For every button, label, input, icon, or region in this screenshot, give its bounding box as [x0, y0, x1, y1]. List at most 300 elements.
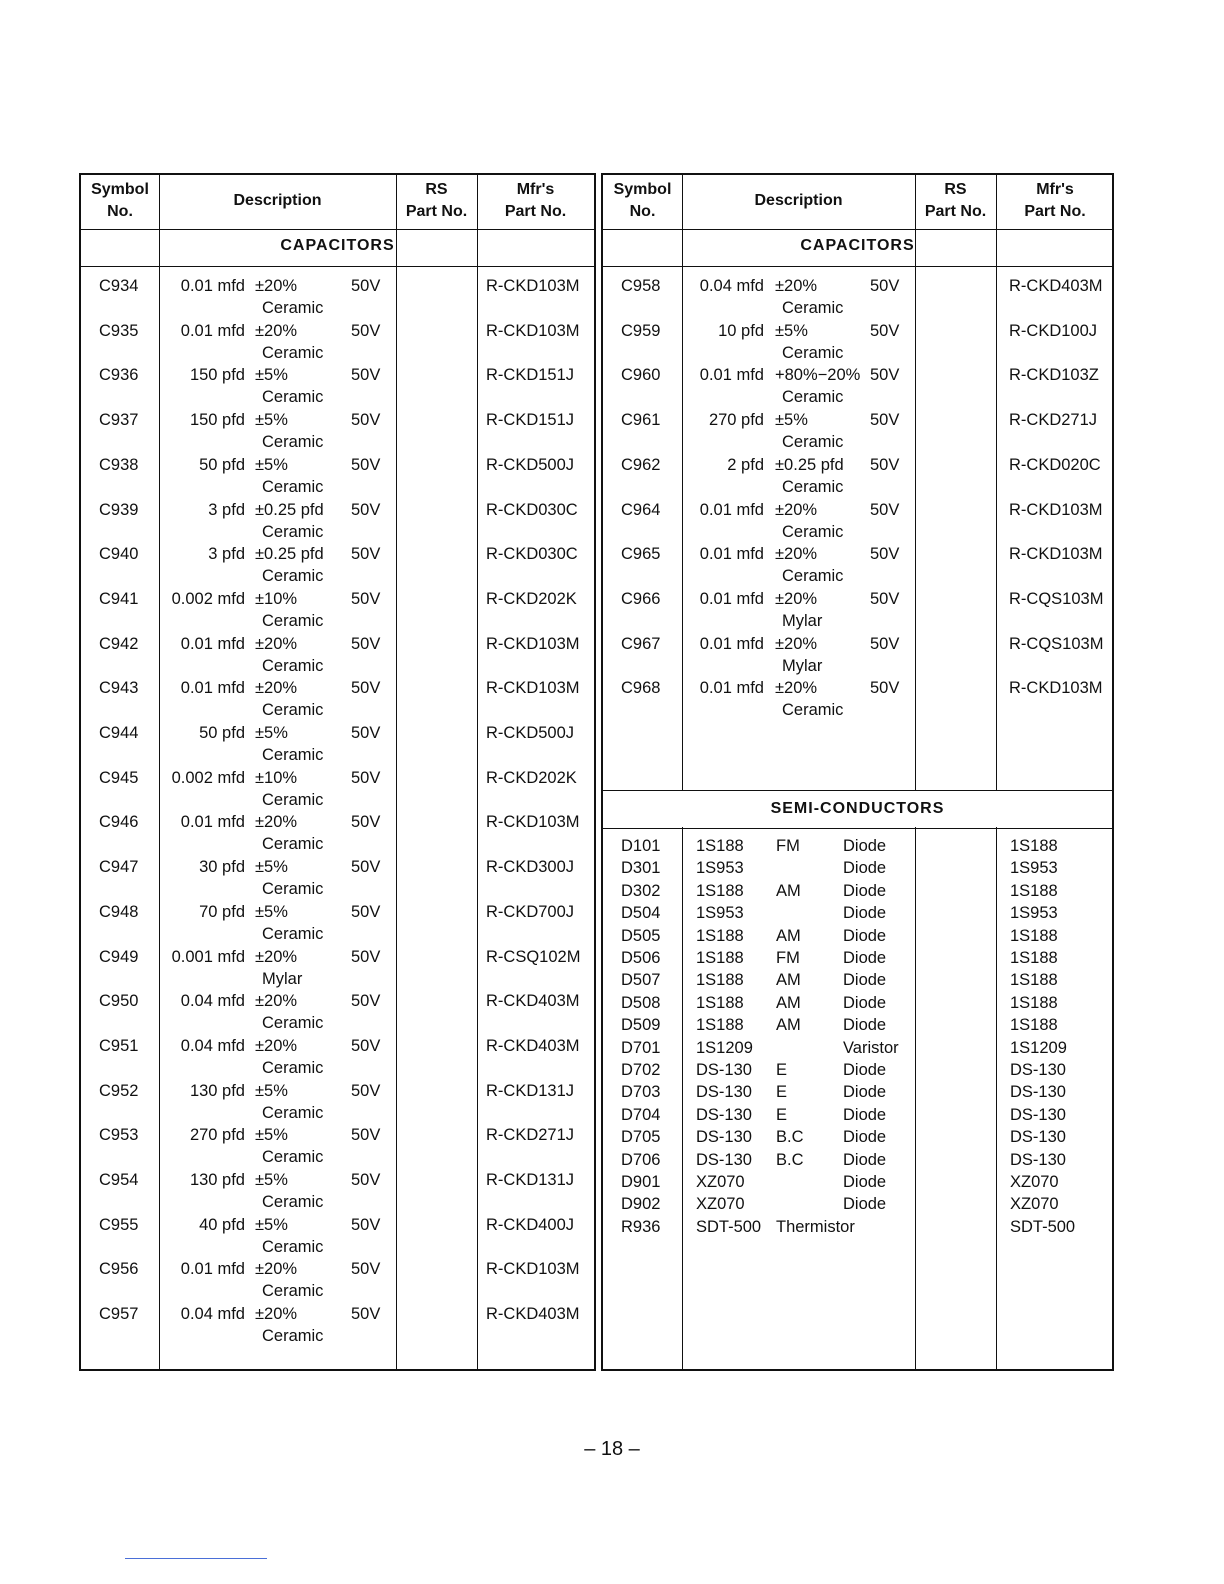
mfr-part-no: R-CKD131J: [486, 1081, 575, 1100]
voltage-rating: 50V: [870, 366, 900, 385]
header-description: Description: [233, 192, 322, 209]
dielectric-type: Ceramic: [262, 299, 324, 317]
mfr-part-no: 1S188: [1010, 926, 1058, 945]
symbol-no: D705: [621, 1128, 661, 1147]
tolerance: ±20%: [775, 545, 818, 564]
symbol-no: R936: [621, 1217, 661, 1236]
voltage-rating: 50V: [351, 366, 381, 385]
voltage-rating: 50V: [351, 1081, 381, 1100]
capacitor-row: [81, 322, 594, 366]
component-type: Diode: [843, 1061, 887, 1079]
symbol-no: C941: [99, 589, 139, 608]
semiconductor-row: [603, 1218, 1112, 1240]
symbol-no: D902: [621, 1195, 661, 1214]
symbol-no: C934: [99, 277, 139, 295]
dielectric-type: Ceramic: [782, 477, 844, 496]
capacitance-value: 0.002 mfd: [171, 589, 245, 608]
dielectric-type: Ceramic: [262, 1014, 324, 1033]
mfr-part-no: R-CKD103M: [1009, 679, 1103, 698]
band-label: E: [776, 1061, 788, 1079]
symbol-no: C960: [621, 366, 661, 385]
capacitance-value: 0.01 mfd: [180, 679, 245, 698]
semiconductor-row: [603, 949, 1112, 971]
voltage-rating: 50V: [351, 813, 381, 832]
header-divider: [81, 229, 594, 230]
header-description: Description: [754, 192, 843, 209]
header-divider: [603, 229, 1112, 230]
dielectric-type: Ceramic: [262, 1148, 324, 1167]
capacitor-row: [81, 545, 594, 589]
voltage-rating: 50V: [870, 411, 900, 430]
header-rs-part-no: RS Part No.: [924, 181, 987, 220]
mfr-part-no: DS-130: [1010, 1083, 1066, 1102]
capacitor-row: [603, 411, 1112, 455]
voltage-rating: 50V: [870, 455, 900, 474]
semiconductor-row: [603, 971, 1112, 993]
mfr-part-no: R-CKD271J: [1009, 411, 1098, 430]
part-type: 1S1209: [696, 1038, 753, 1057]
component-type: Diode: [843, 971, 887, 990]
capacitor-row: [81, 903, 594, 947]
tolerance: ±20%: [255, 992, 298, 1011]
dielectric-type: Ceramic: [782, 433, 844, 452]
capacitor-row: [81, 858, 594, 902]
symbol-no: C965: [621, 545, 661, 564]
mfr-part-no: R-CKD400J: [486, 1215, 575, 1234]
dielectric-type: Ceramic: [262, 1193, 324, 1211]
mfr-part-no: R-CKD202K: [486, 589, 577, 608]
semiconductor-row: [603, 994, 1112, 1016]
mfr-part-no: R-CKD131J: [486, 1171, 575, 1189]
mfr-part-no: R-CKD100J: [1009, 321, 1098, 340]
capacitor-row: [81, 813, 594, 857]
capacitance-value: 270 pfd: [189, 1126, 245, 1145]
mfr-part-no: R-CKD030C: [486, 545, 578, 564]
capacitance-value: 2 pfd: [727, 455, 764, 474]
mfr-part-no: DS-130: [1010, 1105, 1066, 1124]
capacitor-row: [81, 769, 594, 813]
voltage-rating: 50V: [351, 724, 381, 742]
mfr-part-no: R-CKD403M: [486, 1305, 580, 1324]
capacitance-value: 70 pfd: [199, 902, 245, 921]
section-capacitors: CAPACITORS: [800, 237, 915, 254]
capacitance-value: 0.01 mfd: [699, 366, 764, 385]
component-type: Diode: [843, 1083, 887, 1102]
symbol-no: C947: [99, 858, 139, 877]
tolerance: ±20%: [255, 813, 298, 832]
band-label: AM: [776, 971, 801, 990]
mfr-part-no: R-CKD103M: [486, 1260, 580, 1279]
part-type: 1S188: [696, 1016, 744, 1035]
tolerance: ±20%: [255, 679, 298, 698]
part-type: 1S188: [696, 949, 744, 967]
mfr-part-no: 1S1209: [1010, 1038, 1067, 1057]
tolerance: ±20%: [775, 679, 818, 698]
voltage-rating: 50V: [870, 321, 900, 340]
mfr-part-no: R-CKD103M: [486, 277, 580, 295]
symbol-no: D301: [621, 859, 661, 878]
semiconductor-row: [603, 1128, 1112, 1150]
component-type: Diode: [843, 859, 887, 878]
capacitance-value: 50 pfd: [199, 724, 245, 742]
tolerance: ±20%: [255, 1260, 298, 1279]
tolerance: ±20%: [255, 634, 298, 653]
symbol-no: C967: [621, 634, 661, 653]
tolerance: ±20%: [255, 947, 298, 966]
symbol-no: C950: [99, 992, 139, 1011]
right-parts-table: [601, 173, 1114, 1371]
symbol-no: C951: [99, 1036, 139, 1055]
symbol-no: C966: [621, 589, 661, 608]
symbol-no: D701: [621, 1038, 661, 1057]
mfr-part-no: R-CKD020C: [1009, 455, 1101, 474]
tolerance: ±0.25 pfd: [255, 500, 324, 519]
capacitance-value: 40 pfd: [199, 1215, 245, 1234]
symbol-no: C935: [99, 321, 139, 340]
dielectric-type: Ceramic: [262, 477, 324, 496]
voltage-rating: 50V: [351, 768, 381, 787]
capacitor-row: [81, 277, 594, 321]
symbol-no: D101: [621, 837, 661, 855]
part-type: DS-130: [696, 1150, 752, 1169]
dielectric-type: Ceramic: [262, 924, 324, 943]
mfr-part-no: R-CKD103M: [486, 634, 580, 653]
tolerance: ±20%: [775, 589, 818, 608]
dielectric-type: Ceramic: [782, 522, 844, 541]
semiconductor-row: [603, 882, 1112, 904]
symbol-no: C949: [99, 947, 139, 966]
capacitance-value: 0.01 mfd: [180, 813, 245, 832]
mfr-part-no: R-CKD500J: [486, 724, 575, 742]
semiconductor-row: [603, 1173, 1112, 1195]
voltage-rating: 50V: [351, 902, 381, 921]
semiconductor-row: [603, 1195, 1112, 1217]
dielectric-type: Ceramic: [262, 567, 324, 586]
mfr-part-no: 1S188: [1010, 881, 1058, 900]
symbol-no: C961: [621, 411, 661, 430]
mfr-part-no: XZ070: [1010, 1195, 1059, 1214]
mfr-part-no: R-CKD103Z: [1009, 366, 1099, 385]
mfr-part-no: R-CKD103M: [1009, 545, 1103, 564]
mfr-part-no: R-CKD103M: [1009, 500, 1103, 519]
component-type: Diode: [843, 1173, 887, 1191]
tolerance: ±5%: [255, 1081, 288, 1100]
capacitor-row: [81, 1126, 594, 1170]
component-type: Diode: [843, 1195, 887, 1214]
symbol-no: D702: [621, 1061, 661, 1079]
component-type: Diode: [843, 993, 887, 1012]
capacitance-value: 150 pfd: [189, 411, 245, 430]
mfr-part-no: R-CQS103M: [1009, 634, 1104, 653]
capacitor-row: [603, 322, 1112, 366]
voltage-rating: 50V: [351, 1171, 381, 1189]
tolerance: ±20%: [255, 277, 298, 295]
header-symbol-no: Symbol No.: [613, 181, 672, 220]
semiconductor-row: [603, 1151, 1112, 1173]
section-capacitors: CAPACITORS: [280, 237, 395, 254]
mfr-part-no: DS-130: [1010, 1150, 1066, 1169]
part-type: DS-130: [696, 1128, 752, 1147]
dielectric-type: Ceramic: [262, 611, 324, 630]
capacitance-value: 0.01 mfd: [699, 634, 764, 653]
dielectric-type: Mylar: [262, 969, 303, 988]
tolerance: ±5%: [775, 411, 808, 430]
capacitance-value: 3 pfd: [208, 500, 245, 519]
symbol-no: D504: [621, 904, 661, 923]
voltage-rating: 50V: [351, 589, 381, 608]
symbol-no: C938: [99, 455, 139, 474]
left-parts-table: [79, 173, 596, 1371]
part-type: 1S188: [696, 971, 744, 990]
component-type: Diode: [843, 881, 887, 900]
capacitor-row: [603, 635, 1112, 679]
symbol-no: C948: [99, 902, 139, 921]
dielectric-type: Ceramic: [262, 1058, 324, 1077]
symbol-no: C936: [99, 366, 139, 385]
header-rs-part-no: RS Part No.: [405, 181, 468, 220]
dielectric-type: Ceramic: [262, 746, 324, 764]
symbol-no: D302: [621, 881, 661, 900]
voltage-rating: 50V: [351, 992, 381, 1011]
voltage-rating: 50V: [351, 947, 381, 966]
mfr-part-no: 1S953: [1010, 859, 1058, 878]
semiconductor-row: [603, 1016, 1112, 1038]
voltage-rating: 50V: [351, 1260, 381, 1279]
symbol-no: C956: [99, 1260, 139, 1279]
capacitance-value: 0.01 mfd: [180, 1260, 245, 1279]
mfr-part-no: R-CSQ102M: [486, 947, 581, 966]
symbol-no: D706: [621, 1150, 661, 1169]
mfr-part-no: R-CKD103M: [486, 321, 580, 340]
tolerance: ±5%: [255, 411, 288, 430]
symbol-no: C942: [99, 634, 139, 653]
band-label: AM: [776, 1016, 801, 1035]
mfr-part-no: 1S188: [1010, 1016, 1058, 1035]
band-label: AM: [776, 881, 801, 900]
mfr-part-no: DS-130: [1010, 1061, 1066, 1079]
dielectric-type: Ceramic: [262, 656, 324, 675]
band-label: B.C: [776, 1128, 804, 1147]
capacitor-row: [81, 1171, 594, 1215]
tolerance: ±5%: [255, 455, 288, 474]
voltage-rating: 50V: [870, 545, 900, 564]
tolerance: ±20%: [255, 1305, 298, 1324]
capacitor-row: [81, 1082, 594, 1126]
dielectric-type: Ceramic: [262, 880, 324, 899]
tolerance: ±0.25 pfd: [255, 545, 324, 564]
part-type: DS-130: [696, 1083, 752, 1102]
symbol-no: D901: [621, 1173, 661, 1191]
capacitance-value: 0.01 mfd: [180, 321, 245, 340]
mfr-part-no: R-CKD403M: [486, 992, 580, 1011]
capacitor-row: [81, 501, 594, 545]
tolerance: ±20%: [775, 634, 818, 653]
tolerance: ±5%: [255, 1215, 288, 1234]
part-type: 1S953: [696, 859, 744, 878]
dielectric-type: Ceramic: [782, 701, 844, 720]
capacitance-value: 0.01 mfd: [699, 545, 764, 564]
mfr-part-no: R-CKD103M: [486, 813, 580, 832]
capacitance-value: 150 pfd: [189, 366, 245, 385]
symbol-no: D703: [621, 1083, 661, 1102]
footer-rule: [125, 1558, 267, 1559]
dielectric-type: Ceramic: [262, 1237, 324, 1256]
symbol-no: D509: [621, 1016, 661, 1035]
voltage-rating: 50V: [351, 455, 381, 474]
voltage-rating: 50V: [870, 634, 900, 653]
mfr-part-no: R-CKD700J: [486, 902, 575, 921]
voltage-rating: 50V: [870, 277, 900, 295]
mfr-part-no: R-CKD202K: [486, 768, 577, 787]
capacitor-row: [81, 724, 594, 768]
band-label: AM: [776, 926, 801, 945]
symbol-no: D506: [621, 949, 661, 967]
component-type: Diode: [843, 1105, 887, 1124]
header-mfr-part-no: Mfr's Part No.: [504, 181, 567, 220]
symbol-no: C945: [99, 768, 139, 787]
voltage-rating: 50V: [351, 545, 381, 564]
capacitance-value: 0.001 mfd: [171, 947, 245, 966]
voltage-rating: 50V: [351, 634, 381, 653]
semiconductor-row: [603, 904, 1112, 926]
capacitance-value: 0.04 mfd: [180, 1305, 245, 1324]
symbol-no: D507: [621, 971, 661, 990]
symbol-no: C958: [621, 277, 661, 295]
symbol-no: C964: [621, 500, 661, 519]
voltage-rating: 50V: [351, 1215, 381, 1234]
voltage-rating: 50V: [351, 1126, 381, 1145]
tolerance: ±5%: [255, 724, 288, 742]
semiconductor-row: [603, 837, 1112, 859]
page-number: – 18 –: [584, 1438, 640, 1460]
capacitance-value: 0.01 mfd: [699, 500, 764, 519]
voltage-rating: 50V: [351, 277, 381, 295]
tolerance: ±5%: [255, 902, 288, 921]
capacitor-row: [81, 948, 594, 992]
semiconductor-row: [603, 1083, 1112, 1105]
header-symbol-no: Symbol No.: [91, 181, 149, 220]
capacitor-row: [81, 456, 594, 500]
section-divider: [81, 266, 594, 267]
component-type: Diode: [843, 1016, 887, 1035]
tolerance: ±0.25 pfd: [775, 455, 844, 474]
header-mfr-part-no: Mfr's Part No.: [1024, 181, 1086, 220]
mfr-part-no: R-CKD300J: [486, 858, 575, 877]
component-type: Diode: [843, 1150, 887, 1169]
semiconductor-row: [603, 1061, 1112, 1083]
tolerance: ±20%: [775, 500, 818, 519]
mfr-part-no: R-CKD403M: [486, 1036, 580, 1055]
mfr-part-no: 1S953: [1010, 904, 1058, 923]
dielectric-type: Ceramic: [262, 343, 324, 362]
capacitance-value: 50 pfd: [199, 455, 245, 474]
dielectric-type: Ceramic: [782, 343, 844, 362]
symbol-no: C957: [99, 1305, 139, 1324]
symbol-no: C959: [621, 321, 661, 340]
dielectric-type: Ceramic: [262, 790, 324, 809]
semiconductor-row: [603, 1106, 1112, 1128]
capacitor-row: [81, 366, 594, 410]
dielectric-type: Ceramic: [782, 567, 844, 586]
symbol-no: C943: [99, 679, 139, 698]
symbol-no: D704: [621, 1105, 661, 1124]
mfr-part-no: R-CKD271J: [486, 1126, 575, 1145]
band-label: E: [776, 1083, 788, 1102]
mfr-part-no: SDT-500: [1010, 1217, 1076, 1236]
dielectric-type: Mylar: [782, 611, 823, 630]
capacitance-value: 0.04 mfd: [180, 992, 245, 1011]
mfr-part-no: R-CKD151J: [486, 411, 575, 430]
tolerance: +80%−20%: [775, 366, 861, 385]
voltage-rating: 50V: [351, 411, 381, 430]
capacitance-value: 130 pfd: [189, 1081, 245, 1100]
voltage-rating: 50V: [351, 679, 381, 698]
part-type: 1S188: [696, 993, 744, 1012]
tolerance: ±20%: [255, 321, 298, 340]
mfr-part-no: XZ070: [1010, 1173, 1059, 1191]
part-type: SDT-500: [696, 1217, 762, 1236]
capacitor-row: [81, 635, 594, 679]
capacitor-row: [81, 1216, 594, 1260]
capacitor-row: [81, 1260, 594, 1304]
symbol-no: C952: [99, 1081, 139, 1100]
capacitance-value: 270 pfd: [708, 411, 764, 430]
capacitance-value: 0.01 mfd: [180, 277, 245, 295]
symbol-no: C946: [99, 813, 139, 832]
semiconductor-row: [603, 1039, 1112, 1061]
tolerance: ±20%: [255, 1036, 298, 1055]
section-semi-conductors: SEMI-CONDUCTORS: [770, 800, 945, 817]
capacitor-row: [603, 456, 1112, 500]
capacitor-row: [81, 1037, 594, 1081]
symbol-no: C939: [99, 500, 139, 519]
tolerance: ±10%: [255, 589, 298, 608]
capacitance-value: 0.04 mfd: [699, 277, 764, 295]
dielectric-type: Ceramic: [262, 835, 324, 854]
capacitor-row: [603, 501, 1112, 545]
dielectric-type: Ceramic: [782, 388, 844, 407]
band-label: FM: [776, 837, 800, 855]
capacitance-value: 3 pfd: [208, 545, 245, 564]
dielectric-type: Ceramic: [262, 522, 324, 541]
capacitor-row: [81, 411, 594, 455]
symbol-no: C955: [99, 1215, 139, 1234]
tolerance: ±5%: [255, 1171, 288, 1189]
tolerance: ±5%: [255, 858, 288, 877]
symbol-no: C944: [99, 724, 139, 742]
component-type: Diode: [843, 1128, 887, 1147]
capacitor-row: [81, 679, 594, 723]
semiconductor-row: [603, 859, 1112, 881]
dielectric-type: Mylar: [782, 656, 823, 675]
voltage-rating: 50V: [351, 500, 381, 519]
dielectric-type: Ceramic: [262, 388, 324, 407]
symbol-no: D505: [621, 926, 661, 945]
mfr-part-no: R-CKD500J: [486, 455, 575, 474]
voltage-rating: 50V: [351, 1305, 381, 1324]
band-label: E: [776, 1105, 788, 1124]
mfr-part-no: R-CKD030C: [486, 500, 578, 519]
mfr-part-no: R-CKD151J: [486, 366, 575, 385]
mfr-part-no: 1S188: [1010, 949, 1058, 967]
capacitance-value: 0.04 mfd: [180, 1036, 245, 1055]
mfr-part-no: R-CQS103M: [1009, 589, 1104, 608]
capacitance-value: 0.01 mfd: [699, 679, 764, 698]
part-type: XZ070: [696, 1173, 745, 1191]
symbol-no: C962: [621, 455, 661, 474]
part-type: DS-130: [696, 1105, 752, 1124]
capacitor-row: [81, 1305, 594, 1349]
